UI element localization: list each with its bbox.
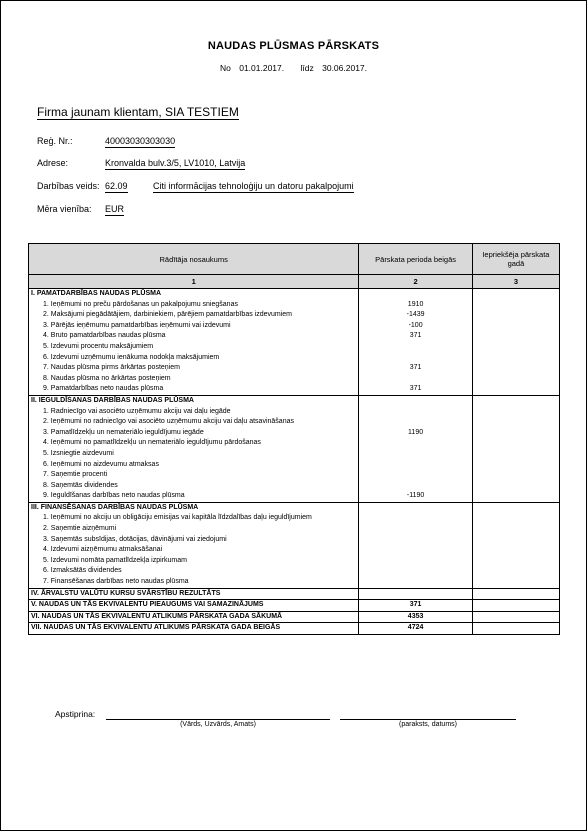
row-label: 2. Saņemtie aizņēmumi — [29, 524, 359, 535]
row-label: 3. Pārējās ieņēmumu pamatdarbības ieņēmumi vai izdevumi — [29, 321, 359, 332]
row-value-current — [359, 460, 472, 471]
table-row — [29, 331, 560, 342]
row-value-current — [359, 417, 472, 428]
row-value-previous — [472, 310, 559, 321]
row-value-previous — [472, 300, 559, 311]
table-row — [29, 588, 560, 600]
row-value-previous — [472, 428, 559, 439]
row-label: 5. Izdevumi nomāta pamatlīdzekļa izpirkumam — [29, 556, 359, 567]
period-from-label: No — [219, 63, 231, 73]
name-signature-line — [106, 719, 330, 720]
row-value-previous — [472, 535, 559, 546]
row-label: 7. Finansēšanas darbības neto naudas plūsma — [29, 577, 359, 588]
row-value-previous — [472, 524, 559, 535]
table-row — [29, 556, 560, 567]
row-value-previous — [472, 395, 559, 406]
company-name: Firma jaunam klientam, SIA TESTIEM — [37, 105, 239, 119]
table-row — [29, 566, 560, 577]
table-row — [29, 535, 560, 546]
table-row — [29, 363, 560, 374]
row-label: 5. Izsniegtie aizdevumi — [29, 449, 359, 460]
table-row — [29, 470, 560, 481]
row-value-previous — [472, 289, 559, 300]
row-value-current — [359, 545, 472, 556]
row-value-current: -1190 — [359, 491, 472, 502]
row-label: IV. ĀRVALSTU VALŪTU KURSU SVĀRSTĪBU REZULTĀTS — [29, 588, 359, 600]
row-value-current: -1439 — [359, 310, 472, 321]
row-value-previous — [472, 449, 559, 460]
row-value-current — [359, 502, 472, 513]
row-value-current: 371 — [359, 331, 472, 342]
row-value-current: 1910 — [359, 300, 472, 311]
unit-label: Mēra vienība: — [37, 204, 92, 214]
row-label: 4. Bruto pamatdarbības naudas plūsma — [29, 331, 359, 342]
row-label: 3. Saņemtās subsīdijas, dotācijas, dāvinājumi vai ziedojumi — [29, 535, 359, 546]
row-value-current: -100 — [359, 321, 472, 332]
row-value-current: 1190 — [359, 428, 472, 439]
report-title: NAUDAS PLŪSMAS PĀRSKATS — [207, 40, 380, 52]
row-value-previous — [472, 470, 559, 481]
row-label: 6. Izmaksātās dividendes — [29, 566, 359, 577]
row-value-previous — [472, 611, 559, 623]
table-row — [29, 395, 560, 406]
table-row — [29, 321, 560, 332]
period-from: 01.01.2017. — [239, 63, 285, 73]
table-row — [29, 384, 560, 395]
table-row — [29, 374, 560, 385]
row-value-current — [359, 566, 472, 577]
row-value-previous — [472, 513, 559, 524]
header-period-end: Pārskata perioda beigās — [359, 244, 472, 275]
period-to-label: līdz — [300, 63, 314, 73]
row-label: 1. Ieņēmumi no preču pārdošanas un pakalpojumu sniegšanas — [29, 300, 359, 311]
table-row — [29, 310, 560, 321]
row-value-previous — [472, 384, 559, 395]
row-value-current: 371 — [359, 600, 472, 612]
row-value-current — [359, 353, 472, 364]
address-label: Adrese: — [37, 158, 69, 168]
row-value-current — [359, 395, 472, 406]
table-row — [29, 300, 560, 311]
row-value-previous — [472, 417, 559, 428]
row-label: VII. NAUDAS UN TĀS EKVIVALENTU ATLIKUMS PĀRSKATA GADA BEIGĀS — [29, 623, 359, 635]
table-row — [29, 428, 560, 439]
cash-flow-table — [28, 243, 560, 635]
table-row — [29, 502, 560, 513]
header-indicator: Rādītāja nosaukums — [29, 244, 359, 275]
table-row — [29, 449, 560, 460]
row-label: 7. Saņemtie procenti — [29, 470, 359, 481]
row-label: 2. Maksājumi piegādātājiem, darbiniekiem, pārējiem pamatdarbības izdevumiem — [29, 310, 359, 321]
address-value: Kronvalda bulv.3/5, LV1010, Latvija — [105, 158, 246, 168]
row-label: 9. Ieguldīšanas darbības neto naudas plūsma — [29, 491, 359, 502]
row-value-current: 371 — [359, 363, 472, 374]
row-label: 5. Izdevumi procentu maksājumiem — [29, 342, 359, 353]
row-value-current — [359, 577, 472, 588]
period-to: 30.06.2017. — [322, 63, 368, 73]
reg-value: 40003030303030 — [105, 136, 176, 146]
row-label: 3. Pamatlīdzekļu un nemateriālo ieguldījumu iegāde — [29, 428, 359, 439]
unit-value: EUR — [105, 204, 125, 214]
row-value-current — [359, 588, 472, 600]
table-row — [29, 611, 560, 623]
row-value-previous — [472, 363, 559, 374]
row-value-current — [359, 342, 472, 353]
row-value-previous — [472, 623, 559, 635]
row-value-previous — [472, 342, 559, 353]
row-value-current — [359, 289, 472, 300]
row-label: 7. Naudas plūsma pirms ārkārtas posteņiem — [29, 363, 359, 374]
row-value-current — [359, 535, 472, 546]
header-previous-year: Iepriekšēja pārskata gadā — [472, 244, 559, 275]
row-value-current — [359, 481, 472, 492]
table-row — [29, 460, 560, 471]
col-number-3: 3 — [472, 275, 559, 289]
row-value-previous — [472, 331, 559, 342]
row-value-previous — [472, 438, 559, 449]
row-value-previous — [472, 321, 559, 332]
row-value-current — [359, 374, 472, 385]
row-label: II. IEGULDĪŠANAS DARBĪBAS NAUDAS PLŪSMA — [29, 395, 359, 406]
row-label: 6. Izdevumi uzņēmumu ienākuma nodokļa maksājumiem — [29, 353, 359, 364]
row-label: 9. Pamatdarbības neto naudas plūsma — [29, 384, 359, 395]
row-label: 8. Saņemtās dividendes — [29, 481, 359, 492]
sign-caption: (paraksts, datums) — [399, 721, 457, 728]
row-label: 4. Izdevumi aizņēmumu atmaksāšanai — [29, 545, 359, 556]
row-value-current — [359, 556, 472, 567]
table-row — [29, 491, 560, 502]
row-label: 1. Radniecīgo vai asociēto uzņēmumu akciju vai daļu iegāde — [29, 407, 359, 418]
table-row — [29, 524, 560, 535]
row-value-previous — [472, 502, 559, 513]
table-row — [29, 438, 560, 449]
row-value-previous — [472, 600, 559, 612]
reg-label: Reģ. Nr.: — [37, 136, 73, 146]
row-value-current — [359, 513, 472, 524]
table-row — [29, 342, 560, 353]
row-value-previous — [472, 481, 559, 492]
row-label: 1. Ieņēmumi no akciju un obligāciju emisijas vai kapitāla līdzdalības daļu ieguldījumiem — [29, 513, 359, 524]
table-row — [29, 417, 560, 428]
row-value-previous — [472, 353, 559, 364]
row-value-current: 371 — [359, 384, 472, 395]
row-label: 6. Ieņēmumi no aizdevumu atmaksas — [29, 460, 359, 471]
row-label: I. PAMATDARBĪBAS NAUDAS PLŪSMA — [29, 289, 359, 300]
row-value-previous — [472, 491, 559, 502]
row-value-previous — [472, 407, 559, 418]
row-value-previous — [472, 577, 559, 588]
row-value-current — [359, 449, 472, 460]
table-row — [29, 289, 560, 300]
table-row — [29, 545, 560, 556]
activity-desc: Citi informācijas tehnoloģiju un datoru pakalpojumi — [153, 181, 354, 191]
row-value-current — [359, 470, 472, 481]
row-value-current — [359, 407, 472, 418]
row-label: 8. Naudas plūsma no ārkārtas posteņiem — [29, 374, 359, 385]
row-label: III. FINANSĒŠANAS DARBĪBAS NAUDAS PLŪSMA — [29, 502, 359, 513]
row-value-previous — [472, 566, 559, 577]
table-row — [29, 481, 560, 492]
table-row — [29, 623, 560, 635]
activity-code: 62.09 — [105, 181, 128, 191]
table-row — [29, 407, 560, 418]
approval-label: Apstiprina: — [55, 709, 96, 719]
row-value-previous — [472, 545, 559, 556]
row-value-current: 4353 — [359, 611, 472, 623]
activity-label: Darbības veids: — [37, 181, 100, 191]
row-label: VI. NAUDAS UN TĀS EKVIVALENTU ATLIKUMS PĀRSKATA GADA SĀKUMĀ — [29, 611, 359, 623]
name-caption: (Vārds, Uzvārds, Amats) — [180, 721, 256, 728]
row-value-current — [359, 438, 472, 449]
sign-date-line — [340, 719, 516, 720]
row-value-previous — [472, 460, 559, 471]
row-value-previous — [472, 374, 559, 385]
row-value-previous — [472, 556, 559, 567]
row-label: 4. Ieņēmumi no pamatlīdzekļu un nemateriālo ieguldījumu pārdošanas — [29, 438, 359, 449]
report-period — [1, 63, 586, 73]
row-value-current: 4724 — [359, 623, 472, 635]
table-row — [29, 577, 560, 588]
col-number-2: 2 — [359, 275, 472, 289]
table-row — [29, 600, 560, 612]
row-label: 2. Ieņēmumi no radniecīgo vai asociēto uzņēmumu akciju vai daļu atsavināšanas — [29, 417, 359, 428]
table-row — [29, 353, 560, 364]
row-value-previous — [472, 588, 559, 600]
col-number-1: 1 — [29, 275, 359, 289]
row-label: V. NAUDAS UN TĀS EKVIVALENTU PIEAUGUMS VAI SAMAZINĀJUMS — [29, 600, 359, 612]
table-row — [29, 513, 560, 524]
row-value-current — [359, 524, 472, 535]
